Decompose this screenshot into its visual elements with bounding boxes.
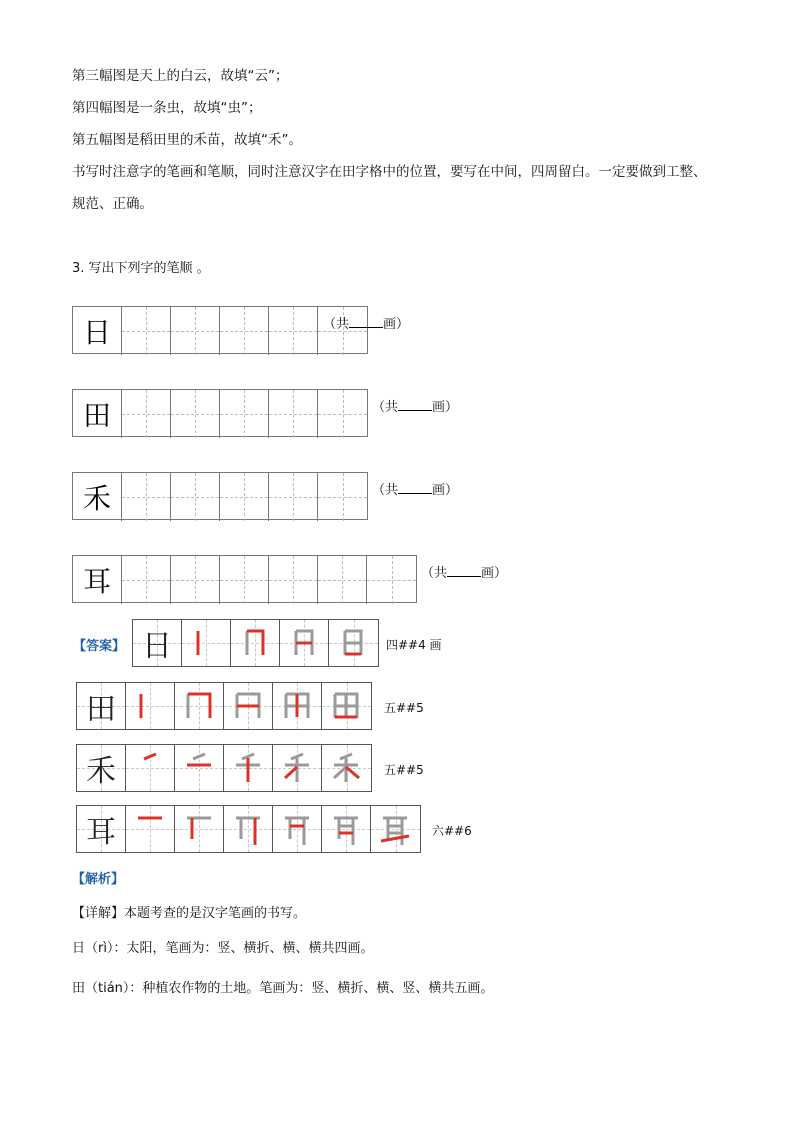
practice-cell[interactable] [220, 307, 269, 355]
answer-cell-stroke-3 [224, 683, 273, 729]
practice-cell[interactable] [220, 473, 269, 521]
practice-cell[interactable] [220, 390, 269, 438]
note-prefix: （共 [372, 400, 399, 415]
answer-cell-stroke-4 [273, 683, 322, 729]
answer-full-char: 日 [142, 629, 172, 664]
note-prefix: （共 [323, 317, 350, 332]
answer-grid-er [76, 805, 421, 853]
note-suffix: 画） [432, 483, 459, 498]
stroke-count-note [323, 313, 409, 332]
practice-cell-char [73, 473, 122, 521]
answer-grid-ri [132, 619, 379, 667]
stroke-step-5-icon [326, 748, 366, 788]
practice-cell[interactable] [122, 473, 171, 521]
answer-count: 五##5 [384, 701, 424, 715]
answer-cell [77, 683, 126, 729]
explain-ri: 日（rì）：太阳，笔画为：竖、横折、横、横共四画。 [72, 941, 374, 956]
answer-cell-stroke-1 [126, 745, 175, 791]
practice-grid-tian [72, 389, 368, 437]
practice-cell[interactable] [318, 473, 367, 521]
stroke-step-3-icon [228, 748, 268, 788]
practice-cell[interactable] [122, 556, 171, 604]
practice-cell[interactable] [318, 390, 367, 438]
answer-cell-stroke-3 [280, 620, 329, 666]
stroke-step-1-icon [130, 748, 170, 788]
answer-cell-stroke-1 [126, 683, 175, 729]
stroke-step-5-icon [326, 686, 366, 726]
answer-cell-stroke-1 [182, 620, 231, 666]
practice-cell-char [73, 307, 122, 355]
stroke-step-1-icon [186, 623, 226, 663]
answer-cell-stroke-2 [175, 745, 224, 791]
answer-cell-stroke-4 [273, 745, 322, 791]
question-title: 3. 写出下列字的笔顺 。 [72, 261, 210, 276]
note-suffix: 画） [432, 400, 459, 415]
practice-cell[interactable] [269, 556, 318, 604]
answer-cell-stroke-3 [224, 806, 273, 852]
intro-line-3: 第五幅图是稻田里的禾苗，故填“禾”。 [72, 132, 302, 148]
answer-cell-stroke-2 [231, 620, 280, 666]
stroke-step-2-icon [179, 809, 219, 849]
stroke-step-2-icon [235, 623, 275, 663]
practice-cell[interactable] [171, 307, 220, 355]
answer-cell-stroke-4 [329, 620, 378, 666]
detail-line: 【详解】本题考查的是汉字笔画的书写。 [72, 906, 307, 921]
practice-char: 田 [82, 399, 111, 432]
practice-cell[interactable] [171, 473, 220, 521]
stroke-step-1-icon [130, 686, 170, 726]
answer-cell-stroke-5 [322, 745, 371, 791]
stroke-step-5-icon [326, 809, 366, 849]
answer-count: 五##5 [384, 763, 424, 777]
practice-cell-char [73, 556, 122, 604]
practice-cell[interactable] [367, 556, 416, 604]
stroke-count-blank[interactable] [447, 564, 481, 577]
stroke-count-note [372, 479, 458, 498]
intro-line-1: 第三幅图是天上的白云，故填“云”； [72, 68, 289, 84]
stroke-count-blank[interactable] [349, 315, 383, 328]
practice-grid-er [72, 555, 417, 603]
answer-grid-he [76, 744, 372, 792]
practice-cell[interactable] [122, 307, 171, 355]
practice-grid-he [72, 472, 368, 520]
practice-cell[interactable] [269, 473, 318, 521]
answer-cell-stroke-2 [175, 806, 224, 852]
answer-grid-tian [76, 682, 372, 730]
practice-char: 耳 [82, 565, 111, 598]
answer-count: 四##4 画 [386, 638, 442, 652]
stroke-step-4-icon [277, 748, 317, 788]
analysis-label: 【解析】 [72, 872, 125, 887]
answer-cell-stroke-5 [322, 806, 371, 852]
stroke-step-3-icon [228, 686, 268, 726]
stroke-count-note [372, 396, 458, 415]
note-prefix: （共 [372, 483, 399, 498]
practice-cell[interactable] [122, 390, 171, 438]
note-suffix: 画） [383, 317, 410, 332]
stroke-count-blank[interactable] [398, 481, 432, 494]
intro-line-4: 书写时注意字的笔画和笔顺，同时注意汉字在田字格中的位置，要写在中间，四周留白。一定要做到工整、规范、正确。 [72, 164, 707, 212]
answer-cell-stroke-3 [224, 745, 273, 791]
stroke-step-4-icon [277, 809, 317, 849]
stroke-step-1-icon [130, 809, 170, 849]
explain-tian: 田（tián）：种植农作物的土地。笔画为：竖、横折、横、竖、横共五画。 [72, 981, 494, 996]
answer-label: 【答案】 [73, 639, 126, 654]
stroke-step-3-icon [284, 623, 324, 663]
practice-cell[interactable] [220, 556, 269, 604]
answer-cell-stroke-4 [273, 806, 322, 852]
stroke-step-2-icon [179, 748, 219, 788]
answer-cell [77, 806, 126, 852]
practice-cell[interactable] [318, 556, 367, 604]
answer-cell-stroke-5 [322, 683, 371, 729]
practice-cell[interactable] [171, 390, 220, 438]
answer-count: 六##6 [432, 824, 472, 838]
note-suffix: 画） [481, 566, 508, 581]
stroke-step-3-icon [228, 809, 268, 849]
intro-line-2: 第四幅图是一条虫，故填“虫”； [72, 100, 262, 116]
practice-cell[interactable] [171, 556, 220, 604]
stroke-step-4-icon [277, 686, 317, 726]
answer-cell [77, 745, 126, 791]
answer-cell-stroke-2 [175, 683, 224, 729]
practice-char: 日 [82, 316, 111, 349]
answer-cell [133, 620, 182, 666]
practice-cell[interactable] [269, 390, 318, 438]
answer-cell-stroke-1 [126, 806, 175, 852]
stroke-count-blank[interactable] [398, 398, 432, 411]
practice-char: 禾 [82, 482, 111, 515]
practice-cell-char [73, 390, 122, 438]
answer-full-char: 禾 [86, 754, 116, 789]
stroke-step-4-icon [333, 623, 373, 663]
note-prefix: （共 [421, 566, 448, 581]
stroke-step-2-icon [179, 686, 219, 726]
stroke-step-6-icon [375, 809, 415, 849]
practice-cell[interactable] [269, 307, 318, 355]
stroke-count-note [421, 562, 507, 581]
answer-full-char: 田 [86, 692, 116, 727]
answer-cell-stroke-6 [371, 806, 420, 852]
answer-full-char: 耳 [86, 815, 116, 850]
